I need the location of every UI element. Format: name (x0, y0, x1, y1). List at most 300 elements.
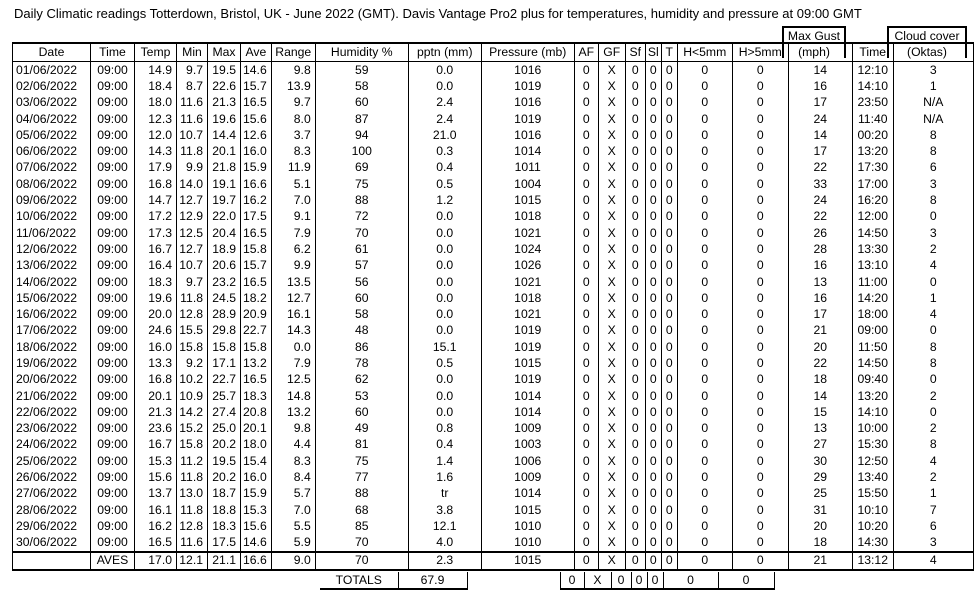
table-cell: 15/06/2022 (13, 290, 91, 306)
table-cell: 3 (893, 62, 973, 79)
table-cell: 11.6 (177, 111, 208, 127)
table-cell: 20.4 (208, 225, 241, 241)
table-cell: 0 (732, 437, 788, 453)
table-cell: 5.5 (271, 518, 315, 534)
table-cell: 20.8 (241, 404, 272, 420)
table-cell: 0 (661, 339, 677, 355)
table-cell: 14.3 (135, 143, 177, 159)
table-cell: 0.0 (408, 290, 481, 306)
table-cell: X (598, 518, 625, 534)
table-cell: 01/06/2022 (13, 62, 91, 79)
table-cell: 0 (732, 306, 788, 322)
table-row (13, 486, 974, 502)
table-cell: 0 (645, 127, 661, 143)
table-cell: 58 (315, 78, 408, 94)
table-cell: 18:00 (852, 306, 893, 322)
cloud-cover-header-line1: Cloud cover (894, 29, 960, 43)
table-cell: 8 (893, 192, 973, 208)
table-cell: 20.0 (135, 306, 177, 322)
table-cell: 0 (677, 95, 732, 111)
table-cell: 3 (893, 535, 973, 552)
table-cell: 7.0 (271, 502, 315, 518)
table-cell: 0 (645, 62, 661, 79)
table-cell: 05/06/2022 (13, 127, 91, 143)
table-cell: 09:00 (91, 306, 135, 322)
table-cell: 8 (893, 339, 973, 355)
table-cell: 0 (625, 355, 645, 371)
table-cell: 18.4 (135, 78, 177, 94)
table-cell: 17.1 (208, 355, 241, 371)
table-cell: 09:00 (91, 486, 135, 502)
table-cell: 12.9 (177, 209, 208, 225)
table-cell: 11.8 (177, 143, 208, 159)
table-cell: 0 (661, 160, 677, 176)
table-cell: 16.5 (241, 225, 272, 241)
table-cell: 13 (788, 274, 852, 290)
table-cell: 9.7 (177, 62, 208, 79)
table-cell: 1006 (481, 453, 574, 469)
table-cell: 0 (625, 160, 645, 176)
table-cell: 18.0 (241, 437, 272, 453)
table-cell: Humidity % (315, 43, 408, 62)
table-cell: GF (598, 43, 625, 62)
table-cell: 0 (677, 111, 732, 127)
table-cell: 8.3 (271, 453, 315, 469)
table-row (13, 176, 974, 192)
table-cell: 0 (677, 176, 732, 192)
table-cell: 1 (893, 78, 973, 94)
table-cell: 17.5 (241, 209, 272, 225)
table-cell: 0 (625, 62, 645, 79)
table-cell: 0 (893, 209, 973, 225)
table-cell: 0 (661, 502, 677, 518)
table-cell: 18.3 (135, 274, 177, 290)
table-cell: 7.9 (271, 225, 315, 241)
table-cell: 21.1 (208, 552, 241, 570)
table-row (13, 258, 974, 274)
table-cell: 1021 (481, 274, 574, 290)
table-cell: 4.0 (408, 535, 481, 552)
table-cell: 9.2 (177, 355, 208, 371)
table-cell: 14.0 (177, 176, 208, 192)
table-cell: 11.8 (177, 469, 208, 485)
table-cell: 0 (574, 160, 598, 176)
table-cell: 0 (625, 95, 645, 111)
table-cell: 1004 (481, 176, 574, 192)
table-cell: 0 (574, 78, 598, 94)
table-cell: 00:20 (852, 127, 893, 143)
table-cell: 0 (661, 535, 677, 552)
table-cell: 0 (574, 176, 598, 192)
table-cell: 0 (574, 437, 598, 453)
table-cell: 15:50 (852, 486, 893, 502)
table-cell: 0 (661, 176, 677, 192)
table-cell: 0 (661, 290, 677, 306)
table-cell: 33 (788, 176, 852, 192)
table-cell: 09/06/2022 (13, 192, 91, 208)
table-cell: X (598, 372, 625, 388)
table-cell: 0 (574, 111, 598, 127)
table-row (13, 502, 974, 518)
table-cell: 0 (732, 127, 788, 143)
table-cell: 60 (315, 404, 408, 420)
table-cell: 56 (315, 274, 408, 290)
table-cell: 14:50 (852, 225, 893, 241)
climate-table (12, 42, 974, 571)
table-cell: 13:30 (852, 241, 893, 257)
table-cell: 0 (732, 274, 788, 290)
table-cell: 0 (661, 518, 677, 534)
table-cell: 2 (893, 421, 973, 437)
table-cell: 4 (893, 552, 973, 570)
table-cell: 0 (574, 453, 598, 469)
table-cell: 15.7 (241, 258, 272, 274)
table-cell: 0 (645, 453, 661, 469)
table-cell: 0.0 (408, 388, 481, 404)
table-cell: 94 (315, 127, 408, 143)
table-cell: 11.8 (177, 290, 208, 306)
table-cell: 13.3 (135, 355, 177, 371)
table-cell: 21.3 (208, 95, 241, 111)
table-cell: 0 (661, 404, 677, 420)
table-cell: 53 (315, 388, 408, 404)
table-cell: 19.5 (208, 62, 241, 79)
table-cell: 0 (732, 290, 788, 306)
table-cell: X (598, 209, 625, 225)
table-cell: 77 (315, 469, 408, 485)
table-cell: 09:00 (91, 78, 135, 94)
table-cell: 4 (893, 453, 973, 469)
table-cell: 0 (677, 437, 732, 453)
table-cell: 0 (677, 339, 732, 355)
table-cell: 9.9 (271, 258, 315, 274)
table-cell: 15.3 (135, 453, 177, 469)
table-cell: 09:00 (91, 453, 135, 469)
table-cell: 3.7 (271, 127, 315, 143)
table-row (13, 62, 974, 79)
table-cell: 19.1 (208, 176, 241, 192)
table-cell: 2.4 (408, 111, 481, 127)
table-cell: 17.9 (135, 160, 177, 176)
table-cell: 0 (645, 486, 661, 502)
table-cell: 0 (645, 355, 661, 371)
table-cell: tr (408, 486, 481, 502)
table-cell: 0 (893, 323, 973, 339)
table-cell: 25.0 (208, 421, 241, 437)
table-cell: 14.2 (177, 404, 208, 420)
table-cell: 5.1 (271, 176, 315, 192)
table-cell: 11:00 (852, 274, 893, 290)
table-cell: 1015 (481, 502, 574, 518)
table-cell: 17:00 (852, 176, 893, 192)
table-cell: 14.6 (241, 535, 272, 552)
table-cell: 19.6 (135, 290, 177, 306)
table-cell: 0.0 (408, 404, 481, 420)
table-cell: 16 (788, 78, 852, 94)
table-cell: 16.8 (135, 372, 177, 388)
table-cell: 81 (315, 437, 408, 453)
table-cell: 09:00 (91, 339, 135, 355)
table-cell: 0 (625, 143, 645, 159)
table-cell: 0.5 (408, 355, 481, 371)
table-cell: 06/06/2022 (13, 143, 91, 159)
table-cell: 16.1 (135, 502, 177, 518)
table-cell: 0 (732, 421, 788, 437)
table-cell: 20.9 (241, 306, 272, 322)
table-cell: 0 (645, 518, 661, 534)
table-cell: 49 (315, 421, 408, 437)
table-row (13, 535, 974, 552)
table-cell: 16.5 (241, 274, 272, 290)
table-cell: 9.0 (271, 552, 315, 570)
table-cell: 28 (788, 241, 852, 257)
table-cell: Time (852, 43, 893, 62)
table-cell: Min (177, 43, 208, 62)
table-cell: 11:50 (852, 339, 893, 355)
table-cell: 0 (893, 274, 973, 290)
table-cell: 16.4 (135, 258, 177, 274)
table-cell: 09:00 (91, 421, 135, 437)
table-cell: 11.2 (177, 453, 208, 469)
table-cell: 13:12 (852, 552, 893, 570)
table-cell: 1018 (481, 290, 574, 306)
table-cell: 0 (677, 404, 732, 420)
table-cell: 04/06/2022 (13, 111, 91, 127)
table-cell: 9.8 (271, 62, 315, 79)
table-cell: X (598, 535, 625, 552)
table-cell: 12:50 (852, 453, 893, 469)
table-cell: 19.7 (208, 192, 241, 208)
table-cell: 23:50 (852, 95, 893, 111)
table-cell: 1021 (481, 306, 574, 322)
table-row (13, 225, 974, 241)
table-cell: X (598, 176, 625, 192)
table-cell: 08/06/2022 (13, 176, 91, 192)
table-cell (893, 43, 973, 62)
table-cell: 0 (645, 258, 661, 274)
table-cell: 3 (893, 176, 973, 192)
table-cell: X (598, 225, 625, 241)
table-cell: 72 (315, 209, 408, 225)
table-cell: 13.5 (271, 274, 315, 290)
table-cell: 21.8 (208, 160, 241, 176)
table-cell: 0 (645, 535, 661, 552)
table-cell: 16.2 (135, 518, 177, 534)
table-cell: X (598, 469, 625, 485)
table-cell: 0 (677, 486, 732, 502)
table-cell: 0 (645, 143, 661, 159)
table-cell: 0 (574, 372, 598, 388)
table-cell: X (598, 127, 625, 143)
table-cell: 16/06/2022 (13, 306, 91, 322)
table-cell: N/A (893, 111, 973, 127)
table-cell: 09:00 (91, 290, 135, 306)
table-cell: 0 (645, 323, 661, 339)
table-cell: 7.0 (271, 192, 315, 208)
table-cell: Temp (135, 43, 177, 62)
table-cell: 15:30 (852, 437, 893, 453)
table-cell: 0 (645, 160, 661, 176)
table-cell: 15.4 (241, 453, 272, 469)
table-cell: 0 (574, 404, 598, 420)
table-cell: 15.8 (241, 339, 272, 355)
table-cell: 14.4 (208, 127, 241, 143)
table-header-row (13, 43, 974, 62)
table-cell: 12.8 (177, 518, 208, 534)
table-cell: 22.6 (208, 78, 241, 94)
table-cell: 0 (645, 437, 661, 453)
table-cell: 09:00 (91, 502, 135, 518)
table-cell: 10.2 (177, 372, 208, 388)
table-cell: 11.8 (177, 502, 208, 518)
table-cell: 0 (661, 241, 677, 257)
table-cell: 0 (732, 339, 788, 355)
table-cell: 0 (732, 469, 788, 485)
table-cell: 18.7 (208, 486, 241, 502)
table-cell: 7 (893, 502, 973, 518)
table-cell: 0 (645, 209, 661, 225)
table-cell: 14.8 (271, 388, 315, 404)
table-cell: 7.9 (271, 355, 315, 371)
table-cell: 0 (661, 437, 677, 453)
table-cell: 0 (645, 469, 661, 485)
table-cell: 13:40 (852, 469, 893, 485)
table-cell: 26 (788, 225, 852, 241)
table-cell: 10.9 (177, 388, 208, 404)
table-cell: 19.6 (208, 111, 241, 127)
table-cell: 12:10 (852, 62, 893, 79)
table-cell: 75 (315, 453, 408, 469)
table-row (13, 469, 974, 485)
table-cell: 18.8 (208, 502, 241, 518)
table-cell: 1015 (481, 192, 574, 208)
table-cell: 09:00 (91, 176, 135, 192)
table-cell: 11/06/2022 (13, 225, 91, 241)
table-cell: 1014 (481, 404, 574, 420)
table-cell: AF (574, 43, 598, 62)
table-cell: 0 (574, 535, 598, 552)
table-cell: 0 (677, 453, 732, 469)
table-cell: 09:00 (91, 388, 135, 404)
table-cell: 1016 (481, 127, 574, 143)
table-cell: X (598, 437, 625, 453)
table-cell: 0.0 (408, 62, 481, 79)
table-cell: 0 (732, 192, 788, 208)
table-cell: 1010 (481, 518, 574, 534)
table-cell: 09:00 (91, 372, 135, 388)
table-cell: 0.0 (408, 78, 481, 94)
table-cell: 0 (732, 388, 788, 404)
table-cell: 20 (788, 339, 852, 355)
table-cell: 0 (625, 388, 645, 404)
table-cell: 14:10 (852, 404, 893, 420)
table-cell: 1014 (481, 143, 574, 159)
table-cell: 0 (661, 209, 677, 225)
table-cell: 0 (661, 453, 677, 469)
table-cell: 1019 (481, 339, 574, 355)
table-cell: 28/06/2022 (13, 502, 91, 518)
table-cell: 16.6 (241, 176, 272, 192)
table-cell: 10:20 (852, 518, 893, 534)
table-cell: H<5mm (677, 43, 732, 62)
table-cell: 0 (661, 306, 677, 322)
table-row (13, 143, 974, 159)
table-cell: 0.0 (408, 258, 481, 274)
table-cell: 1.4 (408, 453, 481, 469)
table-cell: 18.0 (135, 95, 177, 111)
table-cell: X (598, 241, 625, 257)
table-cell: 3 (893, 225, 973, 241)
table-cell: 0 (645, 404, 661, 420)
table-cell: 09:00 (91, 258, 135, 274)
table-cell: 0 (677, 127, 732, 143)
table-row (13, 355, 974, 371)
table-cell: 09:00 (91, 209, 135, 225)
table-cell: 20/06/2022 (13, 372, 91, 388)
table-cell: 0 (732, 502, 788, 518)
table-cell: 15.9 (241, 160, 272, 176)
table-cell: 21 (788, 552, 852, 570)
table-cell: 0.0 (408, 225, 481, 241)
table-cell: 0 (677, 78, 732, 94)
table-cell: 9.7 (271, 95, 315, 111)
table-cell: 2 (893, 388, 973, 404)
table-cell: T (661, 43, 677, 62)
table-cell: 8 (893, 355, 973, 371)
table-cell: 20.6 (208, 258, 241, 274)
table-cell: Sf (625, 43, 645, 62)
table-cell: 12.8 (177, 306, 208, 322)
table-cell: 4 (893, 306, 973, 322)
table-cell: 16.0 (241, 143, 272, 159)
table-cell: 8.0 (271, 111, 315, 127)
table-cell: 0 (625, 192, 645, 208)
table-cell: 27.4 (208, 404, 241, 420)
table-cell: 24.6 (135, 323, 177, 339)
table-cell: 0 (732, 160, 788, 176)
table-row (13, 127, 974, 143)
table-cell: 0 (645, 421, 661, 437)
table-cell: 15.8 (241, 241, 272, 257)
table-cell (788, 43, 852, 62)
table-cell: 18.9 (208, 241, 241, 257)
table-cell: 13.7 (135, 486, 177, 502)
table-cell: 0 (574, 143, 598, 159)
table-cell: 0 (625, 176, 645, 192)
table-cell: Sl (645, 43, 661, 62)
table-cell: 12.5 (271, 372, 315, 388)
totals-h-lt5: 0 (663, 572, 718, 589)
table-cell: 14.6 (241, 62, 272, 79)
table-cell: 0 (574, 274, 598, 290)
table-cell: 0 (625, 209, 645, 225)
table-cell: 1016 (481, 95, 574, 111)
table-cell: 2.3 (408, 552, 481, 570)
table-cell: 22.7 (241, 323, 272, 339)
table-cell: 0 (732, 225, 788, 241)
table-cell: 0 (893, 404, 973, 420)
table-cell: 59 (315, 62, 408, 79)
table-cell: 10.7 (177, 127, 208, 143)
table-cell: 14:20 (852, 290, 893, 306)
table-cell: 0 (732, 552, 788, 570)
table-cell: 0 (732, 486, 788, 502)
table-cell: 0 (645, 95, 661, 111)
table-cell: 0 (574, 290, 598, 306)
table-cell: 1009 (481, 469, 574, 485)
table-cell: 15.8 (177, 437, 208, 453)
table-cell: 1011 (481, 160, 574, 176)
